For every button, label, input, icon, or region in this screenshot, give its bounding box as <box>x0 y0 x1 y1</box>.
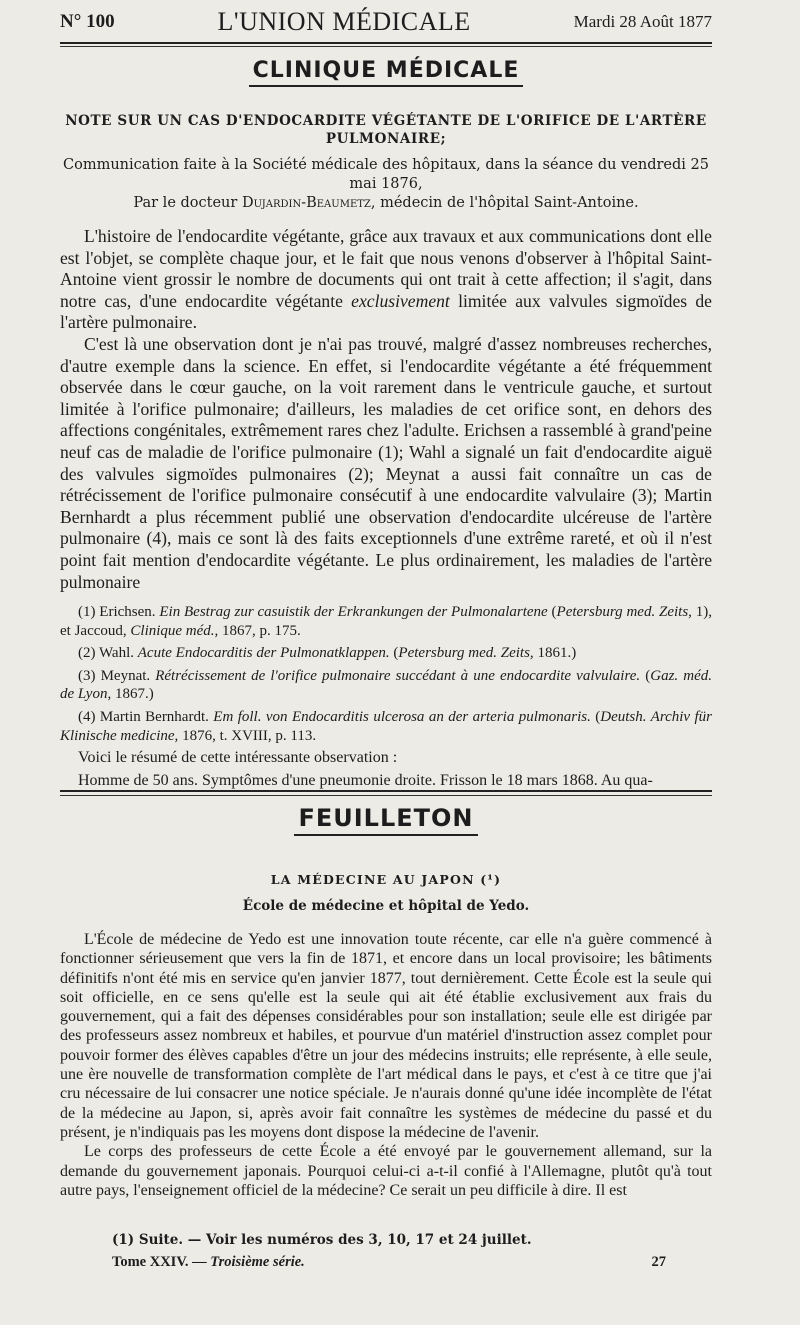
section-heading-clinique: CLINIQUE MÉDICALE <box>60 58 712 87</box>
article-title: NOTE SUR UN CAS D'ENDOCARDITE VÉGÉTANTE DE L'ORIFICE DE L'ARTÈRE PULMONAIRE; <box>65 113 707 147</box>
author-name: Dujardin-Beaumetz <box>241 195 371 211</box>
feuilleton-paragraph-1: L'École de médecine de Yedo est une innovation toute récente, car elle n'a guère commencé à fonctionner sérieusement que vers la fin de 1871, et encore dans un local provisoire; les bâtiments définitifs n'ont été mis en service qu'en janvier 1877, tout dernièrement. Cette École est la seule qui soit officielle, en ce sens qu'elle est la seule qui ait été établie exclusivement aux frais du gouvernement, qui a fait des dépenses considérables pour son installation; seule elle est dirigée par des professeurs assez nombreux et habiles, et pourvue d'un matériel d'instruction assez complet pour pouvoir former des élèves capables d'être un jour des médecins instruits; elle représente, à elle seule, une ère nouvelle de transformation complète de l'art médical dans le pays, et c'est à ce titre que j'ai cru nécessaire de lui consacrer une notice spéciale. Je n'aurais donné qu'une idée incomplète de l'état de la médecine au Japon, si, après avoir fait connaître les systèmes de médecine du passé et du présent, je n'indiquais pas les moyens dont dispose la médecine de l'avenir. <box>60 931 712 1141</box>
feuilleton-subtitle: École de médecine et hôpital de Yedo. <box>242 898 530 914</box>
article-byline: Communication faite à la Société médicale des hôpitaux, dans la séance du vendredi 25 mai 1876, Par le docteur Dujardin-Beaumetz, médecin de l'hôpital Saint-Antoine. <box>63 157 709 211</box>
masthead <box>60 6 712 38</box>
feuilleton-rule-thin <box>60 795 712 796</box>
feuilleton-rule <box>60 790 712 792</box>
feuilleton-paragraph-2: Le corps des professeurs de cette École a été envoyé par le gouvernement allemand, sur la demande du gouvernement japonais. Pourquoi celui-ci a-t-il confié à l'Allemagne, plutôt qu'à tout autre pays, l'enseignement officiel de la médecine? Ce serait un peu difficile à dire. Il est <box>60 1143 712 1199</box>
feuilleton-title: LA MÉDECINE AU JAPON (¹) <box>270 872 502 887</box>
footnote-1: (1) Erichsen. Ein Bestrag zur casuistik der Erkrankungen der Pulmonalartene (Petersburg med. Zeits, 1), et Jaccoud, Clinique méd., 1867, p. 175. <box>60 604 713 639</box>
footnote-4: (4) Martin Bernhardt. Em foll. von Endocarditis ulcerosa an der arteria pulmonaris. (Deutsh. Archiv für Klinische medicine, 1876, t. XVIII, p. 113. <box>60 708 713 744</box>
tome-series: Tome XXIV. — Troisième série. <box>112 1254 305 1270</box>
journal-title: L'UNION MÉDICALE <box>217 7 471 36</box>
case-line: Homme de 50 ans. Symptômes d'une pneumonie droite. Frisson le 18 mars 1868. Au qua- <box>78 771 653 789</box>
masthead-rule <box>60 42 712 44</box>
footnote-2: (2) Wahl. Acute Endocarditis der Pulmonatklappen. (Petersburg med. Zeits, 1861.) <box>78 645 577 662</box>
article-footnotes <box>60 603 712 794</box>
page-footer <box>112 1254 666 1271</box>
feuilleton-footnote: (1) Suite. — Voir les numéros des 3, 10, 17 et 24 juillet. <box>112 1232 532 1248</box>
issue-date: Mardi 28 Août 1877 <box>573 12 712 31</box>
resume-line: Voici le résumé de cette intéressante observation : <box>78 749 398 767</box>
paragraph-1: L'histoire de l'endocardite végétante, grâce aux travaux et aux communications dont elle est l'objet, se complète chaque jour, et le fait que nous venons d'observer à l'hôpital Saint-Antoine vient grossir le nombre de documents qui ont trait à cette affection; il s'agit, dans notre cas, d'une endocardite végétante exclusivement limitée aux valvules sigmoïdes de l'artère pulmonaire. <box>60 226 712 333</box>
paragraph-2: C'est là une observation dont je n'ai pas trouvé, malgré d'assez nombreuses recherches, d'autre exemple dans la science. En effet, si l'endocardite végétante a été fréquemment observée dans le cœur gauche, on la voit rarement dans le ventricule gauche, et surtout limitée à l'orifice pulmonaire; d'ailleurs, les maladies de cet orifice sont, en dehors des affections congénitales, extrêmement rares chez l'adulte. Erichsen a rassemblé à grand'peine neuf cas de maladie de l'orifice pulmonaire (1); Wahl a signalé un fait d'endocardite aiguë des valvules sigmoïdes pulmonaires (2); Meynat a aussi fait connaître un cas de rétrécissement de l'orifice pulmonaire consécutif à une endocardite valvulaire (3); Martin Bernhardt a plus récemment publié une observation d'endocardite ulcéreuse de l'artère pulmonaire (4), mais ce sont là des faits exceptionnels d'une extrême rareté, et où il n'est point fait mention d'endocardite végétante. Le plus ordinairement, les maladies de l'artère pulmonaire <box>60 333 712 592</box>
article-body <box>60 226 712 593</box>
masthead-rule-thin <box>60 46 712 47</box>
feuilleton-body <box>60 930 712 1200</box>
page-number: 27 <box>651 1254 666 1270</box>
section-heading-feuilleton: FEUILLETON <box>60 804 712 836</box>
footnote-3: (3) Meynat. Rétrécissement de l'orifice pulmonaire succédant à une endocardite valvulaire. (Gaz. méd. de Lyon, 1867.) <box>60 667 712 703</box>
issue-number: N° 100 <box>60 11 115 32</box>
